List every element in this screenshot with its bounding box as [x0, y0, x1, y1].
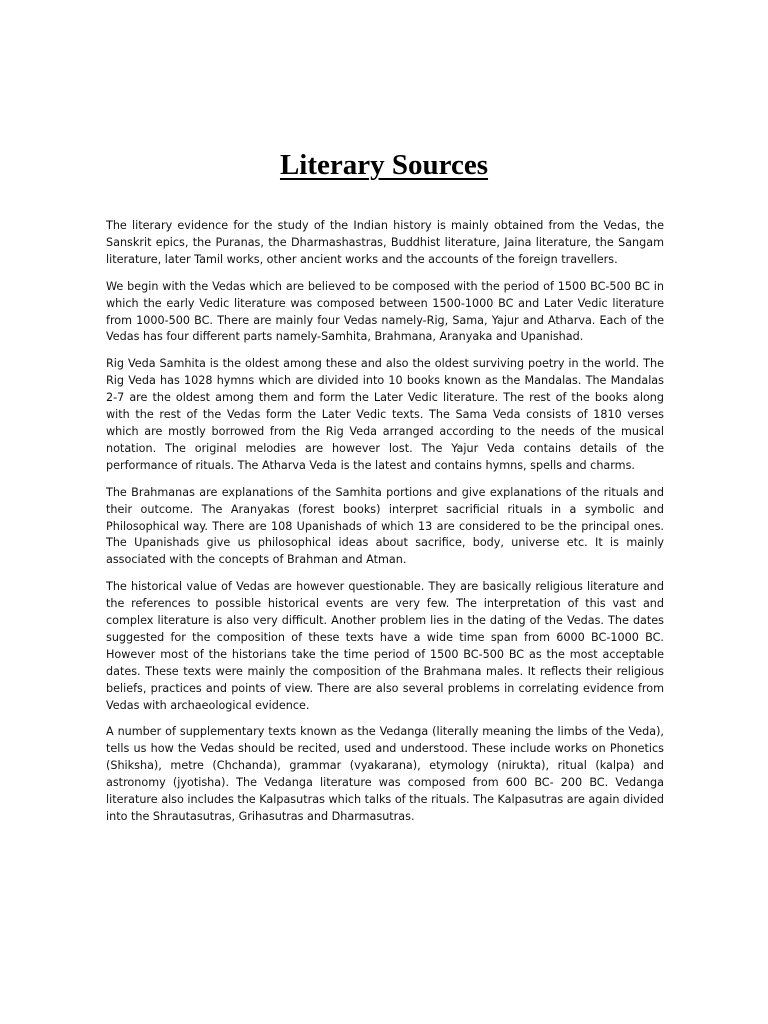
paragraph-4: The Brahmanas are explanations of the Samhita portions and give explanations of the rituals and their outcome. The Aranyakas (forest books) interpret sacrificial rituals in a symbolic and Philosophical way. There are 108 Upanishads of which 13 are considered to be the principal ones. The Upanishads give us philosophical ideas about sacrifice, body, universe etc. It is mainly associated with the concepts of Brahman and Atman. — [106, 485, 664, 567]
paragraph-3: Rig Veda Samhita is the oldest among these and also the oldest surviving poetry in the world. The Rig Veda has 1028 hymns which are divided into 10 books known as the Mandalas. The Mandalas 2-7 are the oldest among them and form the Later Vedic literature. The rest of the books along with the rest of the Vedas form the Later Vedic texts. The Sama Veda consists of 1810 verses which are mostly borrowed from the Rig Veda arranged according to the needs of the musical notation. The original melodies are however lost. The Yajur Veda contains details of the performance of rituals. The Atharva Veda is the latest and contains hymns, spells and charms. — [106, 357, 664, 472]
paragraph-6: A number of supplementary texts known as the Vedanga (literally meaning the limbs of the Veda), tells us how the Vedas should be recited, used and understood. These include works on Phonetics (Shiksha), metre (Chchanda), grammar (vyakarana), etymology (nirukta), ritual (kalpa) and astronomy (jyotisha). The Vedanga literature was composed from 600 BC- 200 BC. Vedanga literature also includes the Kalpasutras which talks of the rituals. The Kalpasutras are again divided into the Shrautasutras, Grihasutras and Dharmasutras. — [106, 725, 664, 823]
paragraph-1: The literary evidence for the study of the Indian history is mainly obtained from the Vedas, the Sanskrit epics, the Puranas, the Dharmashastras, Buddhist literature, Jaina literature, the Sangam literature, later Tamil works, other ancient works and the accounts of the foreign travellers. — [106, 219, 664, 266]
paragraph-5: The historical value of Vedas are however questionable. They are basically religious literature and the references to possible historical events are very few. The interpretation of this vast and complex literature is also very difficult. Another problem lies in the dating of the Vedas. The dates suggested for the composition of these texts have a wide time span from 6000 BC-1000 BC. However most of the historians take the time period of 1500 BC-500 BC as the most acceptable dates. These texts were mainly the composition of the Brahmana males. It reflects their religious beliefs, practices and points of view. There are also several problems in correlating evidence from Vedas with archaeological evidence. — [106, 580, 664, 712]
document-body — [106, 218, 664, 836]
page-title-text: Literary Sources — [279, 149, 489, 181]
page-title — [0, 146, 768, 184]
paragraph-2: We begin with the Vedas which are believed to be composed with the period of 1500 BC-500 BC in which the early Vedic literature was composed between 1500-1000 BC and Later Vedic literature from 1000-500 BC. There are mainly four Vedas namely-Rig, Sama, Yajur and Atharva. Each of the Vedas has four different parts namely-Samhita, Brahmana, Aranyaka and Upanishad. — [106, 279, 664, 344]
